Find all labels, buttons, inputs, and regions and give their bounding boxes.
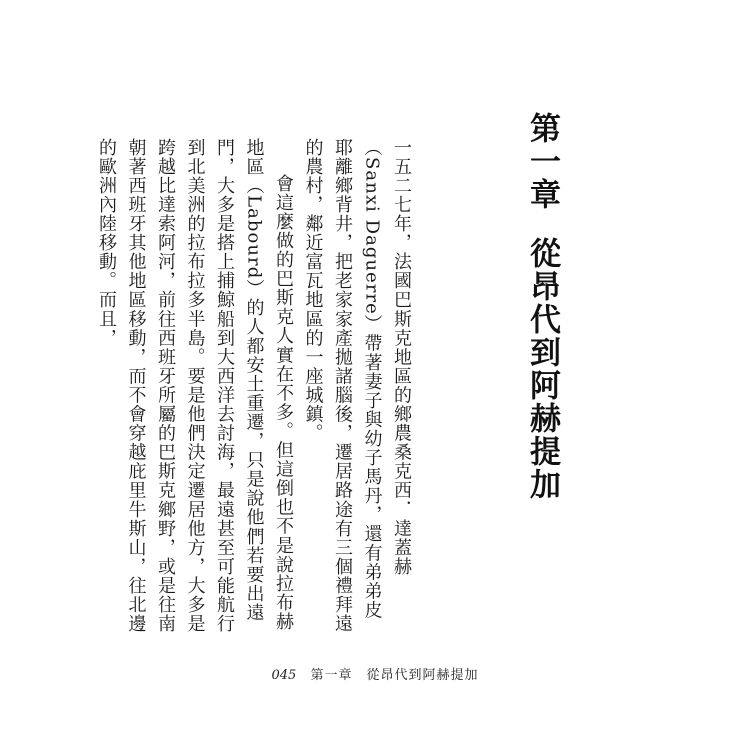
chapter-title: 從昂代到阿赫提加 [524, 237, 560, 501]
page-footer [0, 664, 750, 683]
running-head: 第一章 從昂代到阿赫提加 [310, 668, 479, 683]
body-text [96, 138, 416, 638]
paragraph: 會這麼做的巴斯克人實在不多。但這倒也不是說拉布赫地區（Labourd）的人都安土重遷，只是說他們若要出遠門，大多是搭上捕鯨船到大西洋去討海，最遠甚至可能航行到北美洲的拉布拉多半島。要是他們決定遷居他方，大多是跨越比達索阿河，前往西班牙所屬的巴斯克鄉野，或是往南朝著西班牙其他地區移動，而不會穿越庇里牛斯山，往北邊的歐洲內陸移動。而且， [96, 138, 294, 634]
chapter-heading [518, 112, 566, 501]
paragraph: 一五二七年，法國巴斯克地區的鄉農桑克西．達蓋赫（Sanxi Daguerre）帶著妻子與幼子馬丹，還有弟弟皮耶離鄉背井，把老家家產拋諸腦後，遷居路途有三個禮拜遠的農村，鄰近富瓦地區的一座城鎮。 [302, 138, 412, 634]
page-number: 045 [271, 668, 297, 683]
chapter-label: 第一章 [524, 112, 560, 211]
